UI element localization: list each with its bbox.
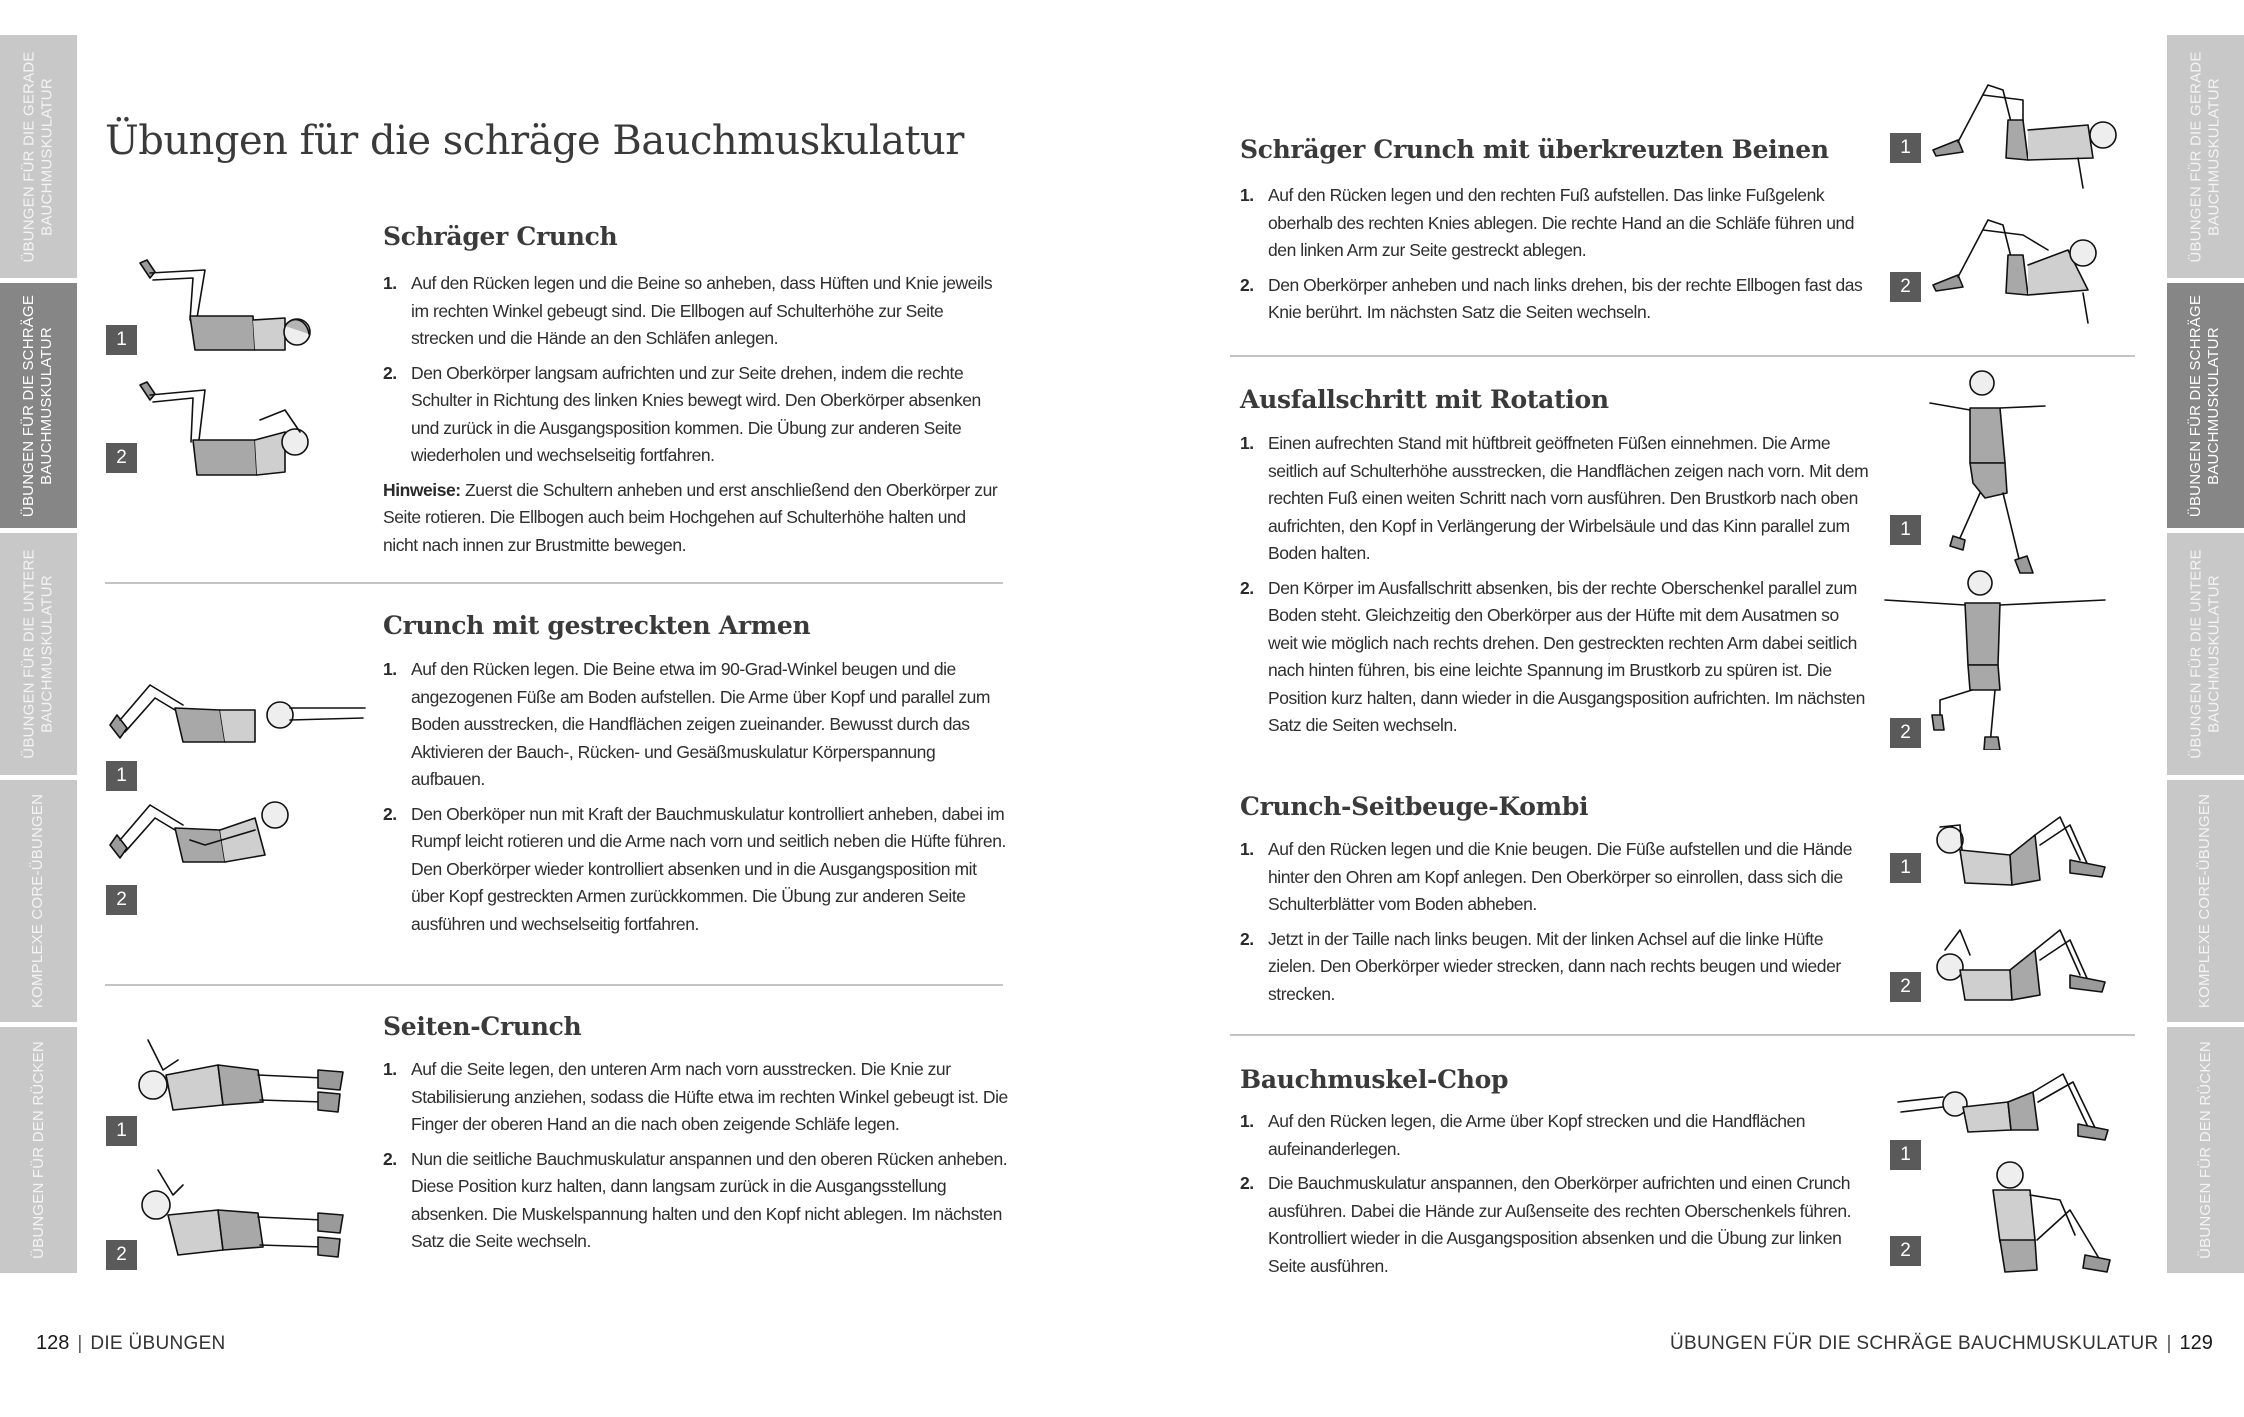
hint-text: Zuerst die Schultern anheben und erst anschließend den Oberkörper zur Seite rotieren. Die Ellbogen auch beim Hochgehen auf Schulterhöhe halten und nicht nach innen zur Brustmitte bewegen. xyxy=(383,479,998,555)
section-divider xyxy=(1230,355,2135,357)
instruction-step xyxy=(383,656,1008,794)
folio-separator: | xyxy=(77,1333,83,1354)
exercise-figure-lunge-standing xyxy=(1925,368,2085,578)
step-number: 2. xyxy=(383,362,397,383)
tab-gerade-bauchmuskulatur[interactable] xyxy=(2167,35,2244,278)
step-number: 2. xyxy=(383,803,397,824)
tab-label-line: ÜBUNGEN FÜR DEN RÜCKEN xyxy=(29,1041,47,1259)
instruction-step xyxy=(383,1146,1008,1256)
step-text: Auf die Seite legen, den unteren Arm nach vorn ausstrecken. Die Knie zur Stabilisierung anziehen, sodass die Hüfte etwa im rechten Winkel gebeugt ist. Die Finger der oberen Hand an die nach oben zeigende Schläfe legen. xyxy=(411,1059,1008,1134)
step-text: Jetzt in der Taille nach links beugen. Mit der linken Achsel auf die linke Hüfte zielen. Den Oberkörper wieder strecken, dann nach rechts beugen und wieder strecken. xyxy=(1268,928,1841,1004)
step-badge: 1 xyxy=(106,325,137,355)
step-number: 2. xyxy=(1240,1173,1254,1193)
exercise-instructions xyxy=(1240,1108,1870,1287)
step-number: 1. xyxy=(383,273,397,293)
instruction-step xyxy=(1240,836,1870,919)
step-text: Auf den Rücken legen. Die Beine etwa im 90-Grad-Winkel beugen und die angezogenen Füße am Boden aufstellen. Die Arme über Kopf und parallel zum Boden ausstrecken, die Handflächen zeigen zueinander. Bewusst durch das Aktivieren der Bauch-, Rücken- und Gesäßmuskulatur Körperspannung aufbauen. xyxy=(411,659,991,789)
tab-label-line: BAUCHMUSKULATUR xyxy=(2205,326,2223,485)
page-title: Übungen für die schräge Bauchmuskulatur xyxy=(105,118,964,164)
tab-komplexe-core-uebungen[interactable] xyxy=(2167,780,2244,1022)
tab-uebungen-ruecken[interactable] xyxy=(2167,1027,2244,1273)
step-badge: 2 xyxy=(1890,718,1921,748)
instruction-step xyxy=(383,270,1003,353)
exercise-figure-lunge-rotation xyxy=(1880,565,2110,750)
step-text: Auf den Rücken legen und die Knie beugen. Die Füße aufstellen und die Hände hinter den Ohren am Kopf anlegen. Den Oberkörper so einrollen, dass sich die Schulterblätter vom Boden abheben. xyxy=(1268,839,1853,914)
exercise-instructions xyxy=(1240,182,1870,334)
exercise-figure-abs-chop xyxy=(1893,1072,2115,1147)
tab-uebungen-ruecken[interactable] xyxy=(0,1027,77,1273)
exercise-figure-abs-chop-crunch xyxy=(1975,1160,2115,1280)
page-number: 129 xyxy=(2179,1332,2213,1354)
instruction-step xyxy=(383,1056,1008,1139)
exercise-title: Bauchmuskel-Chop xyxy=(1240,1065,1509,1094)
exercise-title: Crunch-Seitbeuge-Kombi xyxy=(1240,792,1589,821)
instruction-step xyxy=(1240,575,1870,740)
running-section-title: ÜBUNGEN FÜR DIE SCHRÄGE BAUCHMUSKULATUR xyxy=(1670,1333,2159,1354)
page-footer-right xyxy=(1670,1332,2213,1355)
step-text: Den Oberkörper langsam aufrichten und zur Seite drehen, indem die rechte Schulter in Richtung des linken Knies bewegt wird. Den Oberkörper absenken und zurück in die Ausgangsposition kommen. Die Übung zur anderen Seite wiederholen und wechselseitig fortfahren. xyxy=(411,362,981,465)
exercise-figure-crossed-leg-crunch-raised xyxy=(1928,215,2128,325)
section-divider xyxy=(105,582,1003,584)
section-divider xyxy=(105,984,1003,986)
exercise-title: Crunch mit gestreckten Armen xyxy=(383,611,811,640)
step-text: Den Oberköper nun mit Kraft der Bauchmuskulatur kontrolliert anheben, dabei im Rumpf leicht rotieren und die Arme nach vorn und seitlich neben die Hüfte führen. Den Oberkörper wieder kontrolliert absenken und in die Ausgangsposition mit über Kopf gestreckten Armen zurückkommen. Die Übung zur anderen Seite ausführen und wechselseitig fortfahren. xyxy=(411,803,1006,934)
tab-label-line: KOMPLEXE CORE-ÜBUNGEN xyxy=(29,793,47,1009)
step-badge: 2 xyxy=(106,1240,137,1270)
step-badge: 2 xyxy=(106,443,137,473)
step-text: Nun die seitliche Bauchmuskulatur anspannen und den oberen Rücken anheben. Diese Position kurz halten, dann langsam zurück in die Ausgangsstellung absenken. Die Muskelspannung halten und den Kopf nicht ablegen. Im nächsten Satz die Seite wechseln. xyxy=(411,1148,1008,1251)
exercise-figure-crunch-side-bend-left xyxy=(1930,925,2115,1005)
step-number: 1. xyxy=(1240,839,1254,859)
exercise-title: Schräger Crunch mit überkreuzten Beinen xyxy=(1240,135,1829,164)
tab-gerade-bauchmuskulatur[interactable] xyxy=(0,35,77,278)
running-section-title: DIE ÜBUNGEN xyxy=(90,1333,226,1354)
tab-label-line: ÜBUNGEN FÜR DIE GERADE xyxy=(20,50,38,263)
exercise-figure-crunch-side-bend xyxy=(1930,815,2115,890)
exercise-figure-crunch-legs-raised xyxy=(135,258,315,358)
instruction-step xyxy=(1240,182,1870,265)
tab-label-line: ÜBUNGEN FÜR DIE UNTERE xyxy=(20,549,38,759)
step-badge: 1 xyxy=(1890,515,1921,545)
page-number: 128 xyxy=(36,1332,70,1354)
step-badge: 2 xyxy=(1890,1236,1921,1266)
exercise-title: Schräger Crunch xyxy=(383,222,618,251)
instruction-step xyxy=(1240,272,1870,327)
tab-label-line: BAUCHMUSKULATUR xyxy=(2205,575,2223,733)
instruction-step xyxy=(383,360,1003,470)
tab-label-line: ÜBUNGEN FÜR DIE UNTERE xyxy=(2187,549,2205,759)
exercise-instructions xyxy=(1240,430,1870,747)
step-badge: 2 xyxy=(1890,272,1921,302)
step-badge: 2 xyxy=(106,885,137,915)
exercise-title: Seiten-Crunch xyxy=(383,1012,582,1041)
section-divider xyxy=(1230,1034,2135,1036)
tab-label-line: KOMPLEXE CORE-ÜBUNGEN xyxy=(2196,793,2214,1009)
exercise-figure-crunch-twist xyxy=(135,380,315,485)
hint-note xyxy=(383,477,1003,560)
step-badge: 1 xyxy=(1890,853,1921,883)
instruction-step xyxy=(1240,1108,1870,1163)
step-number: 2. xyxy=(1240,928,1254,949)
step-number: 1. xyxy=(1240,433,1254,453)
exercise-figure-side-crunch xyxy=(128,1030,348,1130)
exercise-figure-crossed-leg-crunch xyxy=(1928,80,2128,190)
tab-untere-bauchmuskulatur[interactable] xyxy=(2167,533,2244,775)
exercise-instructions xyxy=(383,270,1003,559)
step-number: 2. xyxy=(383,1148,397,1169)
tab-schraege-bauchmuskulatur[interactable] xyxy=(2167,283,2244,528)
exercise-instructions xyxy=(383,1056,1008,1263)
step-text: Die Bauchmuskulatur anspannen, den Oberkörper aufrichten und einen Crunch ausführen. Dabei die Hände zur Außenseite des rechten Oberschenkels führen. Kontrolliert wieder in die Ausgangsposition absenken und die Übung zur linken Seite ausführen. xyxy=(1268,1173,1852,1276)
tab-label-line: BAUCHMUSKULATUR xyxy=(38,77,56,236)
step-number: 1. xyxy=(1240,185,1254,205)
tab-label-line: BAUCHMUSKULATUR xyxy=(2205,77,2223,236)
tab-schraege-bauchmuskulatur[interactable] xyxy=(0,283,77,528)
step-badge: 1 xyxy=(106,1116,137,1146)
step-text: Auf den Rücken legen und den rechten Fuß aufstellen. Das linke Fußgelenk oberhalb des rechten Knies ablegen. Die rechte Hand an die Schläfe führen und den linken Arm zur Seite gestreckt ablegen. xyxy=(1268,185,1855,260)
tab-label-line: BAUCHMUSKULATUR xyxy=(38,575,56,733)
step-text: Den Oberkörper anheben und nach links drehen, bis der rechte Ellbogen fast das Knie berührt. Im nächsten Satz die Seiten wechseln. xyxy=(1268,274,1863,322)
step-badge: 1 xyxy=(1890,1140,1921,1170)
step-number: 2. xyxy=(1240,274,1254,295)
exercise-title: Ausfallschritt mit Rotation xyxy=(1240,385,1609,414)
step-number: 1. xyxy=(383,659,397,679)
exercise-figure-crunch-arms-forward xyxy=(105,800,305,880)
tab-label-line: ÜBUNGEN FÜR DIE GERADE xyxy=(2187,50,2205,263)
exercise-figure-crunch-arms-extended xyxy=(105,680,375,750)
instruction-step xyxy=(1240,430,1870,568)
step-number: 1. xyxy=(1240,1111,1254,1131)
step-badge: 1 xyxy=(106,761,137,791)
instruction-step xyxy=(383,801,1008,939)
step-text: Den Körper im Ausfallschritt absenken, bis der rechte Oberschenkel parallel zum Boden steht. Gleichzeitig den Oberkörper aus der Hüfte mit dem Ausatmen so weit wie möglich nach rechts drehen. Den gestreckten rechten Arm dabei seitlich nach hinten führen, bis eine leichte Spannung im Brustkorb zu spüren ist. Die Position kurz halten, dann wieder in die Ausgangsposition aufrichten. Im nächsten Satz die Seiten wechseln. xyxy=(1268,577,1865,735)
hint-label: Hinweise: xyxy=(383,479,461,500)
tab-label-line: BAUCHMUSKULATUR xyxy=(38,326,56,485)
step-text: Auf den Rücken legen und die Beine so anheben, dass Hüften und Knie jeweils im rechten Winkel gebeugt sind. Die Ellbogen auf Schulterhöhe zur Seite strecken und die Hände an den Schläfen anlegen. xyxy=(411,273,993,348)
tab-label-line: ÜBUNGEN FÜR DEN RÜCKEN xyxy=(2196,1041,2214,1259)
tab-untere-bauchmuskulatur[interactable] xyxy=(0,533,77,775)
step-number: 1. xyxy=(383,1059,397,1079)
step-text: Auf den Rücken legen, die Arme über Kopf strecken und die Handflächen aufeinanderlegen. xyxy=(1268,1111,1806,1159)
exercise-instructions xyxy=(1240,836,1870,1015)
tab-label-line: ÜBUNGEN FÜR DIE SCHRÄGE xyxy=(20,294,38,517)
tab-label-line: ÜBUNGEN FÜR DIE SCHRÄGE xyxy=(2187,294,2205,517)
instruction-step xyxy=(1240,1170,1870,1280)
step-text: Einen aufrechten Stand mit hüftbreit geöffneten Füßen einnehmen. Die Arme seitlich auf Schulterhöhe ausstrecken, die Handflächen zeigen nach vorn. Mit dem rechten Fuß einen weiten Schritt nach vorn ausführen. Den Brustkorb nach oben aufrichten, den Kopf in Verlängerung der Wirbelsäule und das Kinn parallel zum Boden halten. xyxy=(1268,433,1869,563)
step-badge: 2 xyxy=(1890,972,1921,1002)
step-number: 2. xyxy=(1240,577,1254,598)
instruction-step xyxy=(1240,926,1870,1009)
exercise-instructions xyxy=(383,656,1008,945)
page-footer-left xyxy=(36,1332,226,1355)
exercise-figure-side-crunch-raised xyxy=(128,1165,348,1270)
tab-komplexe-core-uebungen[interactable] xyxy=(0,780,77,1022)
step-badge: 1 xyxy=(1890,133,1921,163)
folio-separator: | xyxy=(2166,1333,2172,1354)
